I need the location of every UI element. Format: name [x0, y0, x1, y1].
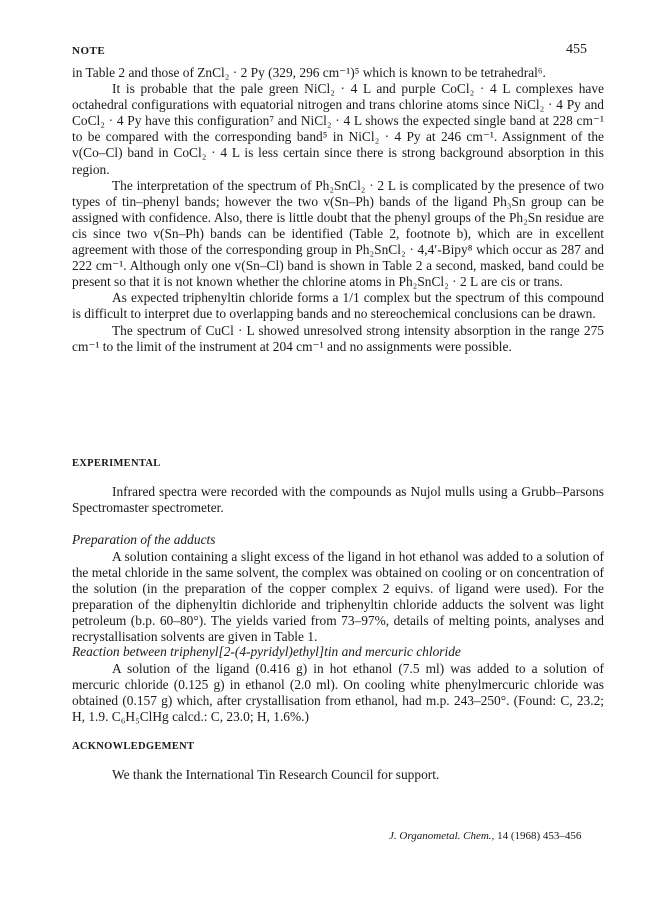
running-head: NOTE — [72, 45, 106, 57]
reaction-heading: Reaction between triphenyl[2-(4-pyridyl)ethyl]tin and mercuric chloride — [72, 644, 461, 659]
preparation-text: A solution containing a slight excess of the ligand in hot ethanol was added to a solution of the metal chloride in the same solvent, the complex was obtained on cooling or on concentration of the solution (in the preparation of the copper complex 2 equivs. of ligand were used). For the preparation of the diphenyltin dichloride and triphenyltin chloride adducts the solvent was light petroleum (b.p. 60–80°). The yields varied from 73–97%, details of melting points, analyses and recrystallisation solvents are given in Table 1. — [72, 549, 604, 645]
paragraph-continuation: in Table 2 and those of ZnCl₂ · 2 Py (329, 296 cm⁻¹)⁵ which is known to be tetrahedral⁶. — [72, 65, 546, 80]
page-number: 455 — [566, 42, 587, 57]
preparation-text-block — [72, 549, 604, 646]
journal-volume: 14 (1968) 453–456 — [494, 830, 582, 842]
acknowledgement-text-block — [72, 767, 604, 783]
preparation-heading: Preparation of the adducts — [72, 532, 216, 547]
body-text-top — [72, 65, 604, 355]
experimental-text-block — [72, 484, 604, 516]
paragraph-nicl2-cocl2: It is probable that the pale green NiCl₂ · 4 L and purple CoCl₂ · 4 L complexes have octahedral configurations with equatorial nitrogen and trans chlorine atoms since NiCl₂ · 4 Py and CoCl₂ · 4 Py have this configuration⁷ and NiCl₂ · 4 L shows the expected single band at 228 cm⁻¹ to be compared with the corresponding band⁵ in NiCl₂ · 4 Py at 246 cm⁻¹. Assignment of the v(Co–Cl) band in CoCl₂ · 4 L is less certain since there is strong background absorption in this region. — [72, 81, 604, 177]
paragraph-ph2sncl2: The interpretation of the spectrum of Ph₂SnCl₂ · 2 L is complicated by the presence of two types of tin–phenyl bands; however the two v(Sn–Ph) bands of the ligand Ph₃Sn group can be assigned with confidence. Also, there is little doubt that the phenyl groups of the Ph₂Sn residue are cis since two v(Sn–Ph) bands can be identified (Table 2, footnote b), which are in excellent agreement with those of the corresponding group in Ph₂SnCl₂ · 4,4′-Bipy⁸ which occur as 287 and 222 cm⁻¹. Although only one v(Sn–Cl) band is shown in Table 2 a second, masked, band could be present so that it is not known whether the chlorine atoms in Ph₂SnCl₂ · 2 L are cis or trans. — [72, 177, 604, 290]
journal-citation — [389, 830, 581, 842]
journal-name: J. Organometal. Chem., — [389, 830, 495, 842]
paragraph-triphenyltin: As expected triphenyltin chloride forms a 1/1 complex but the spectrum of this compound is difficult to interpret due to overlapping bands and no stereochemical conclusions can be drawn. — [72, 290, 604, 322]
experimental-heading: EXPERIMENTAL — [72, 458, 161, 469]
acknowledgement-text: We thank the International Tin Research Council for support. — [112, 767, 440, 782]
reaction-text-block — [72, 661, 604, 725]
paragraph-cucl: The spectrum of CuCl · L showed unresolved strong intensity absorption in the range 275 cm⁻¹ to the limit of the instrument at 204 cm⁻¹ and no assignments were possible. — [72, 322, 604, 354]
experimental-text: Infrared spectra were recorded with the compounds as Nujol mulls using a Grubb–Parsons Spectromaster spectrometer. — [72, 484, 604, 516]
acknowledgement-heading: ACKNOWLEDGEMENT — [72, 741, 195, 752]
reaction-text: A solution of the ligand (0.416 g) in hot ethanol (7.5 ml) was added to a solution of mercuric chloride (0.125 g) in ethanol (2.0 ml). On cooling white phenylmercuric chloride was obtained (0.157 g) which, after crystallisation from ethanol, had m.p. 243–250°. (Found: C, 23.2; H, 1.9. C₆H₅ClHg calcd.: C, 23.0; H, 1.6%.) — [72, 661, 604, 725]
